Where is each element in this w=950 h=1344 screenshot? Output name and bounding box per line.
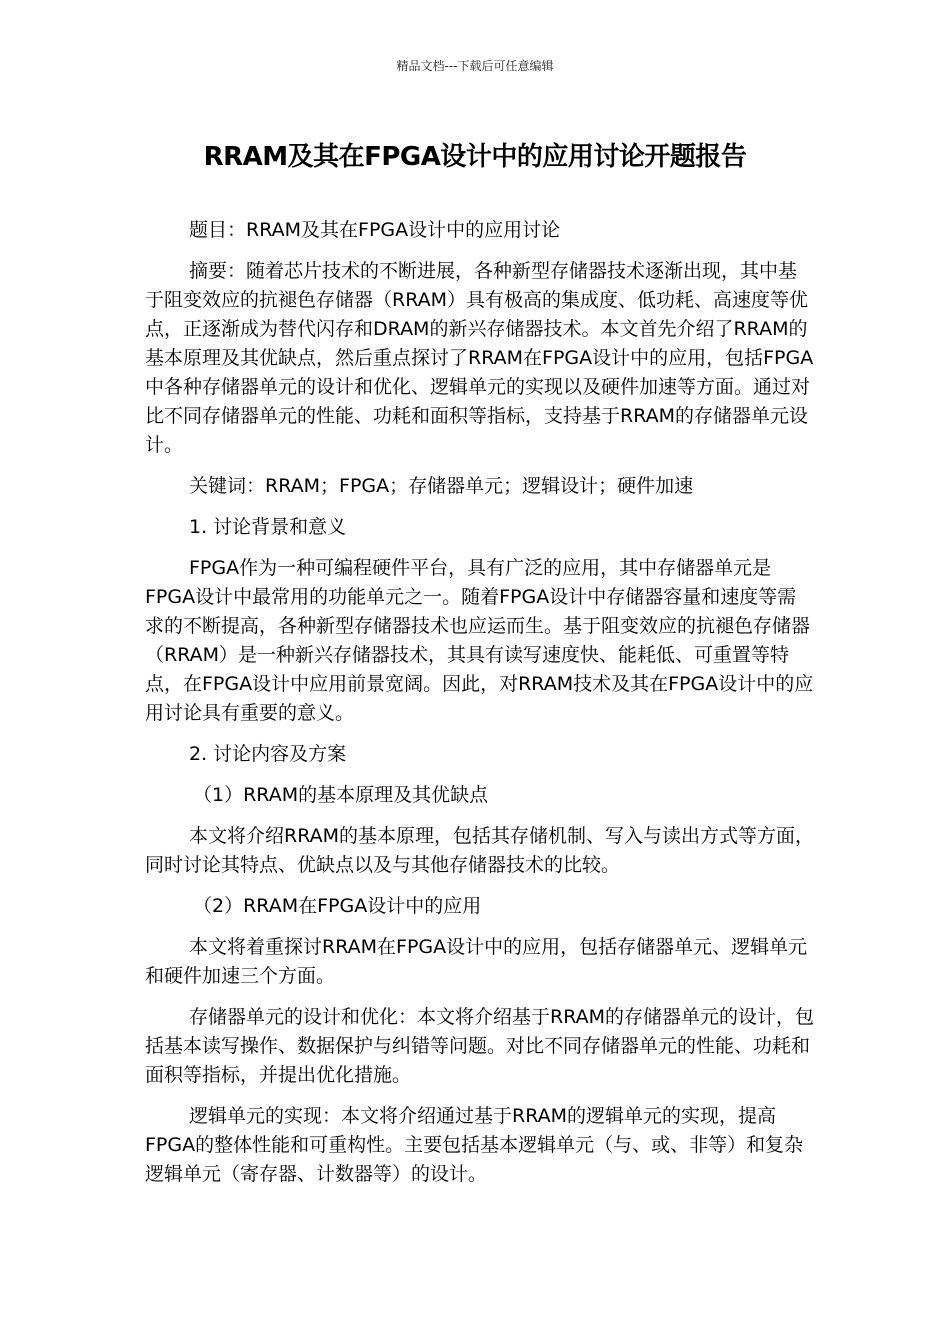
abstract-paragraph: 摘要：随着芯片技术的不断进展，各种新型存储器技术逐渐出现，其中基于阻变效应的抗褪色存储器（RRAM）具有极高的集成度、低功耗、高速度等优点，正逐渐成为替代闪存和DRAM的新兴存储器技术。本文首先介绍了RRAM的基本原理及其优缺点，然后重点探讨了RRAM在FPGA设计中的应用，包括FPGA中各种存储器单元的设计和优化、逻辑单元的实现以及硬件加速等方面。通过对比不同存储器单元的性能、功耗和面积等指标，支持基于RRAM的存储器单元设计。 [145, 260, 814, 456]
page-header: 精品文档---下载后可任意编辑 [396, 59, 554, 73]
subsection-heading-2: （2）RRAM在FPGA设计中的应用 [193, 895, 482, 917]
keywords-line: 关键词：RRAM；FPGA；存储器单元；逻辑设计；硬件加速 [189, 475, 694, 497]
background-paragraph: FPGA作为一种可编程硬件平台，具有广泛的应用，其中存储器单元是FPGA设计中最常用的功能单元之一。随着FPGA设计中存储器容量和速度等需求的不断提高，各种新型存储器技术也应运而生。基于阻变效应的抗褪色存储器（RRAM）是一种新兴存储器技术，其具有读写速度快、能耗低、可重置等特点，在FPGA设计中应用前景宽阔。因此，对RRAM技术及其在FPGA设计中的应用讨论具有重要的意义。 [145, 557, 814, 724]
memory-unit-paragraph: 存储器单元的设计和优化：本文将介绍基于RRAM的存储器单元的设计，包括基本读写操作、数据保护与纠错等问题。对比不同存储器单元的性能、功耗和面积等指标，并提出优化措施。 [145, 1006, 815, 1086]
section-heading-2: 2. 讨论内容及方案 [189, 743, 347, 765]
logic-unit-paragraph: 逻辑单元的实现：本文将介绍通过基于RRAM的逻辑单元的实现，提高FPGA的整体性能和可重构性。主要包括基本逻辑单元（与、或、非等）和复杂逻辑单元（寄存器、计数器等）的设计。 [145, 1105, 804, 1185]
subsection-heading-1: （1）RRAM的基本原理及其优缺点 [193, 784, 489, 806]
document-body [145, 216, 815, 1201]
document-title: RRAM及其在FPGA设计中的应用讨论开题报告 [203, 142, 747, 172]
principle-paragraph: 本文将介绍RRAM的基本原理，包括其存储机制、写入与读出方式等方面，同时讨论其特点、优缺点以及与其他存储器技术的比较。 [145, 825, 815, 876]
topic-line: 题目：RRAM及其在FPGA设计中的应用讨论 [189, 219, 561, 241]
application-paragraph: 本文将着重探讨RRAM在FPGA设计中的应用，包括存储器单元、逻辑单元和硬件加速三个方面。 [145, 936, 808, 987]
section-heading-1: 1. 讨论背景和意义 [189, 516, 347, 538]
